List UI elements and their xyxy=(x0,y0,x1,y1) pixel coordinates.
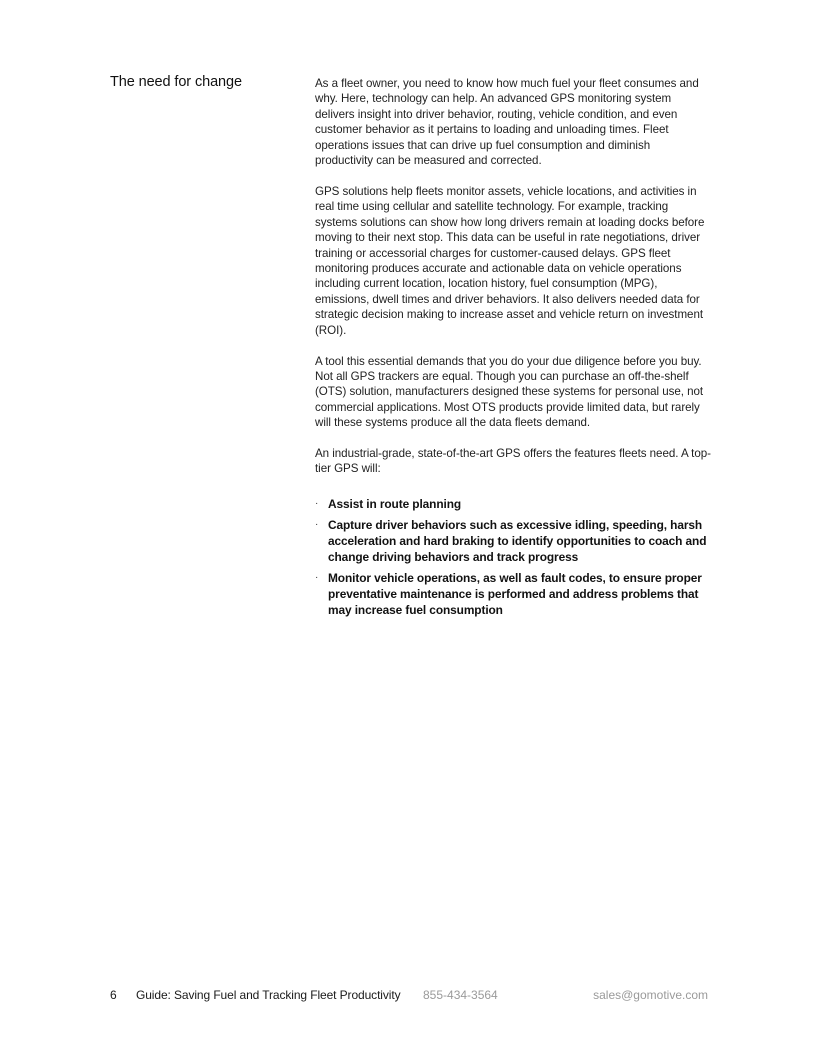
feature-list xyxy=(315,496,711,618)
bullet-icon: · xyxy=(315,518,319,530)
page-number: 6 xyxy=(110,988,117,1002)
email-address: sales@gomotive.com xyxy=(593,988,708,1002)
paragraph-gps-solutions: GPS solutions help fleets monitor assets, vehicle locations, and activities in real time using cellular and satellite technology. For example, tracking systems solutions can show how long drivers remain at loading docks before moving to their next stop. This data can be useful in rate negotiations, driver training or accessorial charges for customer-caused delays. GPS fleet monitoring produces accurate and actionable data on vehicle operations including current location, location history, fuel consumption (MPG), emissions, dwell times and driver behaviors. It also delivers needed data for strategic decision making to increase asset and vehicle return on investment (ROI). xyxy=(315,184,705,337)
paragraph-due-diligence: A tool this essential demands that you do your due diligence before you buy. Not all GPS trackers are equal. Though you can purchase an off-the-shelf (OTS) solution, manufacturers designed these systems for personal use, not commercial applications. Most OTS products provide limited data, but rarely will these systems produce all the data fleets demand. xyxy=(315,354,704,430)
paragraph-top-tier: An industrial-grade, state-of-the-art GPS offers the features fleets need. A top-tier GPS will: xyxy=(315,447,711,476)
bullet-icon: · xyxy=(315,571,319,583)
list-item xyxy=(315,496,711,512)
guide-title: Guide: Saving Fuel and Tracking Fleet Productivity xyxy=(136,988,401,1002)
paragraph-intro: As a fleet owner, you need to know how much fuel your fleet consumes and why. Here, technology can help. An advanced GPS monitoring system delivers insight into driver behavior, routing, vehicle condition, and even customer behavior as it pertains to loading and unloading times. Fleet operations issues that can drive up fuel consumption and diminish productivity can be measured and corrected. xyxy=(315,77,699,168)
list-item xyxy=(315,570,711,618)
bullet-icon: · xyxy=(315,497,319,509)
list-item-text: Monitor vehicle operations, as well as fault codes, to ensure proper preventative maintenance is performed and address problems that may increase fuel consumption xyxy=(328,570,702,617)
list-item-text: Capture driver behaviors such as excessive idling, speeding, harsh acceleration and hard braking to identify opportunities to coach and change driving behaviors and track progress xyxy=(328,517,707,564)
list-item-text: Assist in route planning xyxy=(328,496,462,511)
section-heading: The need for change xyxy=(110,74,242,90)
phone-number: 855-434-3564 xyxy=(423,988,498,1002)
page-footer xyxy=(110,988,708,1004)
main-content xyxy=(315,76,711,623)
list-item xyxy=(315,517,711,565)
